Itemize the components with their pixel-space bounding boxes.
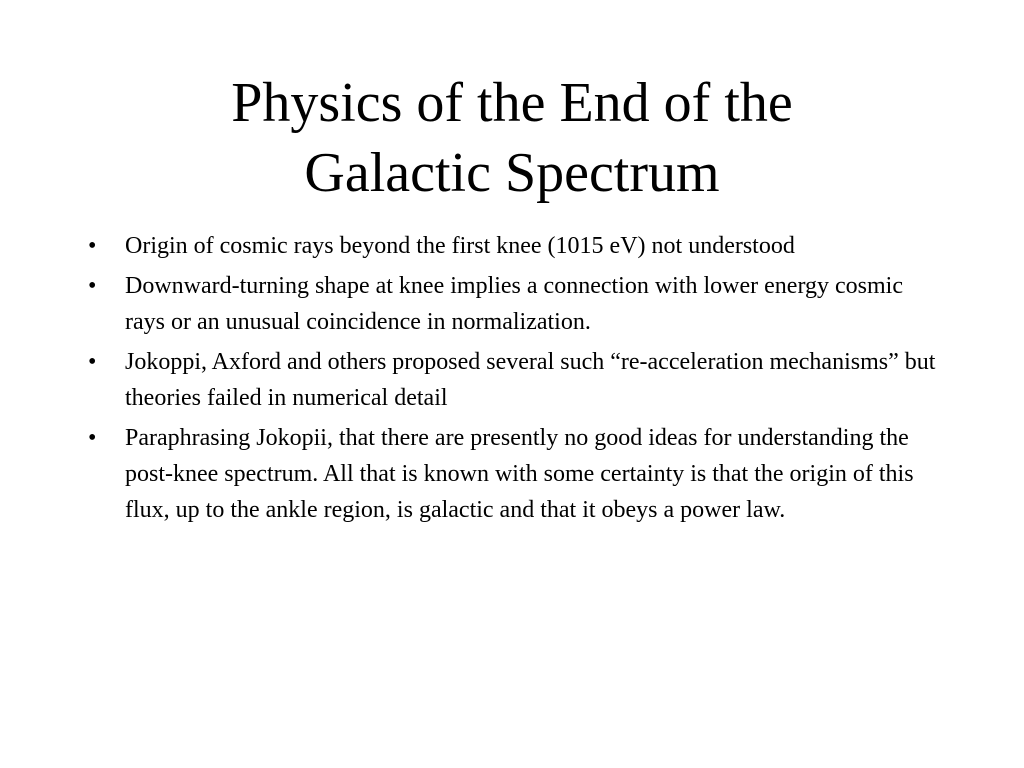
slide-title-line-1: Physics of the End of the [231, 72, 793, 134]
bullet-item [88, 344, 938, 416]
bullet-dot-icon: • [88, 349, 97, 375]
bullet-list [88, 228, 938, 532]
bullet-item [88, 268, 938, 340]
bullet-dot-icon: • [88, 273, 97, 299]
bullet-text: Downward-turning shape at knee implies a connection with lower energy cosmic rays or an unusual coincidence in normalization. [125, 273, 903, 335]
bullet-dot-icon: • [88, 233, 97, 259]
bullet-text: Paraphrasing Jokopii, that there are presently no good ideas for understanding the post-knee spectrum. All that is known with some certainty is that the origin of this flux, up to the ankle region, is galactic and that it obeys a power law. [125, 425, 914, 523]
slide-title-line-2: Galactic Spectrum [304, 142, 720, 204]
bullet-text: Origin of cosmic rays beyond the first knee (1015 eV) not understood [125, 233, 795, 259]
bullet-item [88, 420, 938, 528]
bullet-dot-icon: • [88, 425, 97, 451]
bullet-item [88, 228, 938, 264]
slide-title [0, 68, 1024, 208]
bullet-text: Jokoppi, Axford and others proposed several such “re-acceleration mechanisms” but theories failed in numerical detail [125, 349, 936, 411]
